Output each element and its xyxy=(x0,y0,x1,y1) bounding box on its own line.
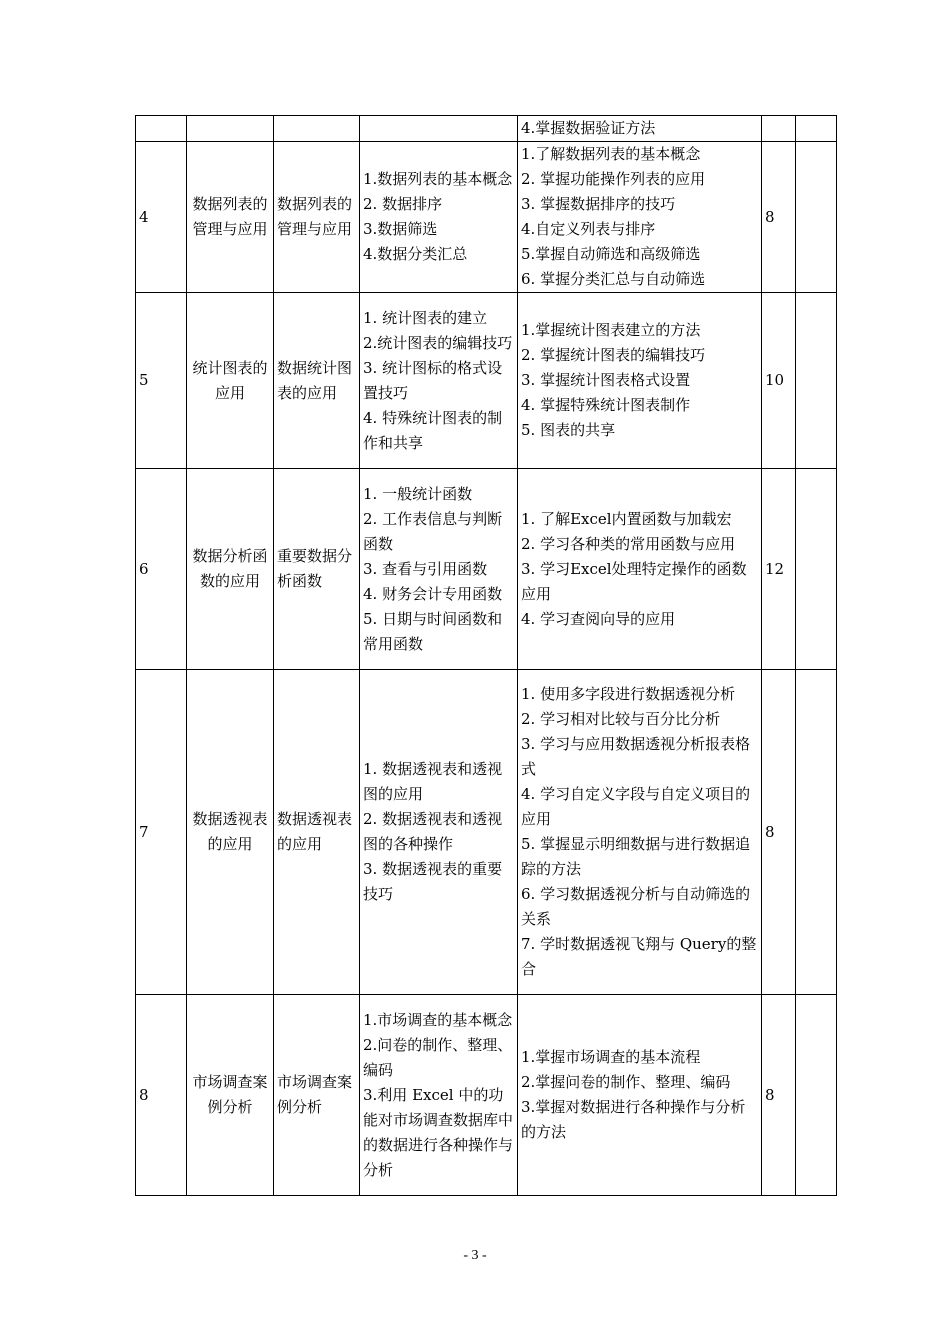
remarks-cell xyxy=(796,116,837,142)
content-line: 4. 财务会计专用函数 xyxy=(363,584,503,603)
goal-line: 4.自定义列表与排序 xyxy=(521,220,656,238)
row-number-cell: 5 xyxy=(136,293,187,469)
goal-line: 3. 掌握统计图表格式设置 xyxy=(521,371,691,389)
unit-title-cell: 重要数据分析函数 xyxy=(274,469,360,670)
goal-line: 2. 学习各种类的常用函数与应用 xyxy=(521,534,736,553)
remarks-cell xyxy=(796,995,837,1196)
unit-title-cell: 数据透视表的应用 xyxy=(274,670,360,995)
table-row xyxy=(136,142,837,293)
goal-line: 2.掌握问卷的制作、整理、编码 xyxy=(521,1073,731,1091)
remarks-cell xyxy=(796,142,837,293)
goal-line: 4. 掌握特殊统计图表制作 xyxy=(521,396,691,414)
table-row xyxy=(136,670,837,995)
goal-line: 3. 学习与应用数据透视分析报表格式 xyxy=(521,735,751,778)
content-cell xyxy=(360,469,518,670)
goal-line: 5.掌握自动筛选和高级筛选 xyxy=(521,245,701,263)
unit-title-cell: 数据列表的管理与应用 xyxy=(274,142,360,293)
goal-line: 3.掌握对数据进行各种操作与分析的方法 xyxy=(521,1098,746,1141)
goal-cell xyxy=(518,293,762,469)
goal-line: 5. 掌握显示明细数据与进行数据追踪的方法 xyxy=(521,835,751,878)
goal-line: 1.掌握市场调查的基本流程 xyxy=(521,1048,701,1066)
goal-line: 2. 学习相对比较与百分比分析 xyxy=(521,710,721,728)
chapter-name-cell: 数据列表的管理与应用 xyxy=(187,142,274,293)
unit-title-cell: 数据统计图表的应用 xyxy=(274,293,360,469)
hours-cell: 8 xyxy=(762,142,796,293)
goal-line: 4. 学习查阅向导的应用 xyxy=(521,609,676,628)
goal-line: 3. 掌握数据排序的技巧 xyxy=(521,195,676,213)
table-row xyxy=(136,116,837,142)
content-line: 3.数据筛选 xyxy=(363,220,438,238)
row-number-cell xyxy=(136,116,187,142)
content-line: 4.数据分类汇总 xyxy=(363,245,468,263)
goal-line: 1.掌握统计图表建立的方法 xyxy=(521,321,701,339)
goal-cell xyxy=(518,116,762,142)
remarks-cell xyxy=(796,670,837,995)
content-cell xyxy=(360,293,518,469)
page-number: - 3 - xyxy=(463,1248,487,1263)
chapter-name-cell: 数据分析函数的应用 xyxy=(187,469,274,670)
content-line: 3.利用 Excel 中的功能对市场调查数据库中的数据进行各种操作与分析 xyxy=(363,1085,514,1179)
content-line: 3. 统计图标的格式设置技巧 xyxy=(363,358,503,402)
content-line: 5. 日期与时间函数和常用函数 xyxy=(363,609,503,653)
hours-cell: 8 xyxy=(762,995,796,1196)
goal-line: 5. 图表的共享 xyxy=(521,421,616,439)
content-cell xyxy=(360,142,518,293)
goal-cell xyxy=(518,469,762,670)
remarks-cell xyxy=(796,469,837,670)
goal-cell xyxy=(518,995,762,1196)
row-number-cell: 7 xyxy=(136,670,187,995)
content-line: 1.市场调查的基本概念 xyxy=(363,1010,513,1029)
goal-line: 6. 掌握分类汇总与自动筛选 xyxy=(521,270,706,288)
row-number-cell: 4 xyxy=(136,142,187,293)
content-line: 1. 数据透视表和透视图的应用 xyxy=(363,760,503,803)
goal-line: 4. 学习自定义字段与自定义项目的应用 xyxy=(521,785,751,828)
table-row xyxy=(136,469,837,670)
goal-line: 4.掌握数据验证方法 xyxy=(521,119,656,137)
goal-line: 2. 掌握统计图表的编辑技巧 xyxy=(521,346,706,364)
content-line: 2.问卷的制作、整理、编码 xyxy=(363,1035,513,1079)
goal-line: 2. 掌握功能操作列表的应用 xyxy=(521,170,706,188)
content-line: 3. 数据透视表的重要技巧 xyxy=(363,860,503,903)
chapter-name-cell: 数据透视表的应用 xyxy=(187,670,274,995)
content-line: 1. 一般统计函数 xyxy=(363,484,473,503)
chapter-name-cell: 市场调查案例分析 xyxy=(187,995,274,1196)
chapter-name-cell xyxy=(187,116,274,142)
table-row xyxy=(136,995,837,1196)
hours-cell xyxy=(762,116,796,142)
goal-line: 7. 学时数据透视飞翔与 Query的整合 xyxy=(521,935,757,978)
hours-cell: 12 xyxy=(762,469,796,670)
content-cell xyxy=(360,116,518,142)
syllabus-table xyxy=(135,115,837,1196)
table-row xyxy=(136,293,837,469)
remarks-cell xyxy=(796,293,837,469)
content-line: 3. 查看与引用函数 xyxy=(363,559,488,578)
unit-title-cell: 市场调查案例分析 xyxy=(274,995,360,1196)
goal-cell xyxy=(518,142,762,293)
content-cell xyxy=(360,670,518,995)
row-number-cell: 8 xyxy=(136,995,187,1196)
goal-line: 6. 学习数据透视分析与自动筛选的关系 xyxy=(521,885,751,928)
unit-title-cell xyxy=(274,116,360,142)
content-cell xyxy=(360,995,518,1196)
content-line: 1. 统计图表的建立 xyxy=(363,308,488,327)
goal-line: 1.了解数据列表的基本概念 xyxy=(521,145,701,163)
content-line: 1.数据列表的基本概念 xyxy=(363,170,513,188)
hours-cell: 10 xyxy=(762,293,796,469)
goal-line: 1. 使用多字段进行数据透视分析 xyxy=(521,685,736,703)
hours-cell: 8 xyxy=(762,670,796,995)
content-line: 2. 工作表信息与判断函数 xyxy=(363,509,503,553)
content-line: 2.统计图表的编辑技巧 xyxy=(363,333,513,352)
chapter-name-cell: 统计图表的应用 xyxy=(187,293,274,469)
content-line: 4. 特殊统计图表的制作和共享 xyxy=(363,408,503,452)
goal-cell xyxy=(518,670,762,995)
content-line: 2. 数据排序 xyxy=(363,195,443,213)
row-number-cell: 6 xyxy=(136,469,187,670)
content-line: 2. 数据透视表和透视图的各种操作 xyxy=(363,810,503,853)
goal-line: 1. 了解Excel内置函数与加载宏 xyxy=(521,509,732,528)
goal-line: 3. 学习Excel处理特定操作的函数应用 xyxy=(521,559,747,603)
